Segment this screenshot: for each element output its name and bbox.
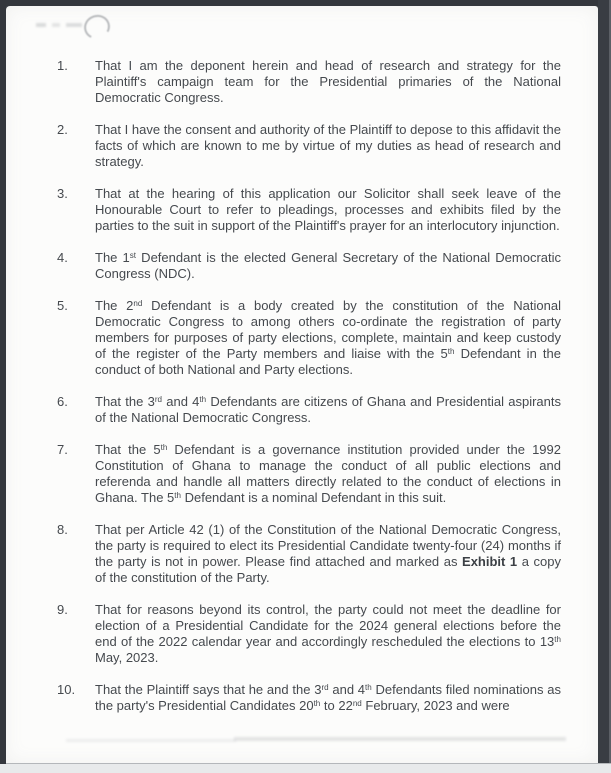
affidavit-item [57, 298, 561, 378]
document-page [6, 6, 598, 763]
item-number: 4. [57, 250, 68, 265]
item-text: That at the hearing of this application our Solicitor shall seek leave of the Honourable Court to refer to pleadings, processes and exhibits filed by the parties to the suit in support of the Plaintiff's prayer for an interlocutory injunction. [95, 186, 561, 233]
item-text: That for reasons beyond its control, the party could not meet the deadline for election of a Presidential Candidate for the 2024 general elections before the end of the 2022 calendar year and accordingly rescheduled the elections to 13th May, 2023. [95, 602, 561, 665]
affidavit-item [57, 602, 561, 666]
item-number: 9. [57, 602, 68, 617]
item-text: That the 5th Defendant is a governance institution provided under the 1992 Constitution of Ghana to manage the conduct of all public elections and referenda and handle all matters directly related to the conduct of elections in Ghana. The 5th Defendant is a nominal Defendant in this suit. [95, 442, 561, 505]
item-text: That the Plaintiff says that he and the 3rd and 4th Defendants filed nominations as the party's Presidential Candidates 20th to 22nd February, 2023 and were [95, 682, 561, 713]
item-number: 1. [57, 58, 68, 73]
item-text: The 2nd Defendant is a body created by the constitution of the National Democratic Congress to among others co-ordinate the registration of party members for purposes of party elections, complete, maintain and keep custody of the register of the Party members and liaise with the 5th Defendant in the conduct of both National and Party elections. [95, 298, 561, 377]
item-number: 7. [57, 442, 68, 457]
item-text: That the 3rd and 4th Defendants are citizens of Ghana and Presidential aspirants of the National Democratic Congress. [95, 394, 561, 425]
item-number: 5. [57, 298, 68, 313]
affidavit-item [57, 442, 561, 506]
item-number: 3. [57, 186, 68, 201]
item-text: That I am the deponent herein and head of research and strategy for the Plaintiff's campaign team for the Presidential primaries of the National Democratic Congress. [95, 58, 561, 105]
affidavit-item [57, 394, 561, 426]
affidavit-item [57, 682, 561, 714]
affidavit-paragraph-list [6, 6, 598, 730]
item-text: That per Article 42 (1) of the Constitution of the National Democratic Congress, the party is required to elect its Presidential Candidate twenty-four (24) months if the party is not in power. Please find attached and marked as Exhibit 1 a copy of the constitution of the Party. [95, 522, 561, 585]
scan-edge-right [598, 0, 611, 764]
scan-edge-top [0, 0, 611, 6]
affidavit-item [57, 250, 561, 282]
scan-edge-left [0, 0, 6, 764]
item-number: 10. [57, 682, 76, 697]
affidavit-item [57, 122, 561, 170]
item-number: 8. [57, 522, 68, 537]
affidavit-item [57, 58, 561, 106]
bleed-through-smudge [66, 739, 236, 742]
affidavit-item [57, 186, 561, 234]
affidavit-item [57, 522, 561, 586]
bleed-through-smudge [234, 737, 566, 741]
item-text: That I have the consent and authority of the Plaintiff to depose to this affidavit the facts of which are known to me by virtue of my duties as head of research and strategy. [95, 122, 561, 169]
item-text: The 1st Defendant is the elected General Secretary of the National Democratic Congress (NDC). [95, 250, 562, 281]
item-number: 6. [57, 394, 68, 409]
item-number: 2. [57, 122, 68, 137]
